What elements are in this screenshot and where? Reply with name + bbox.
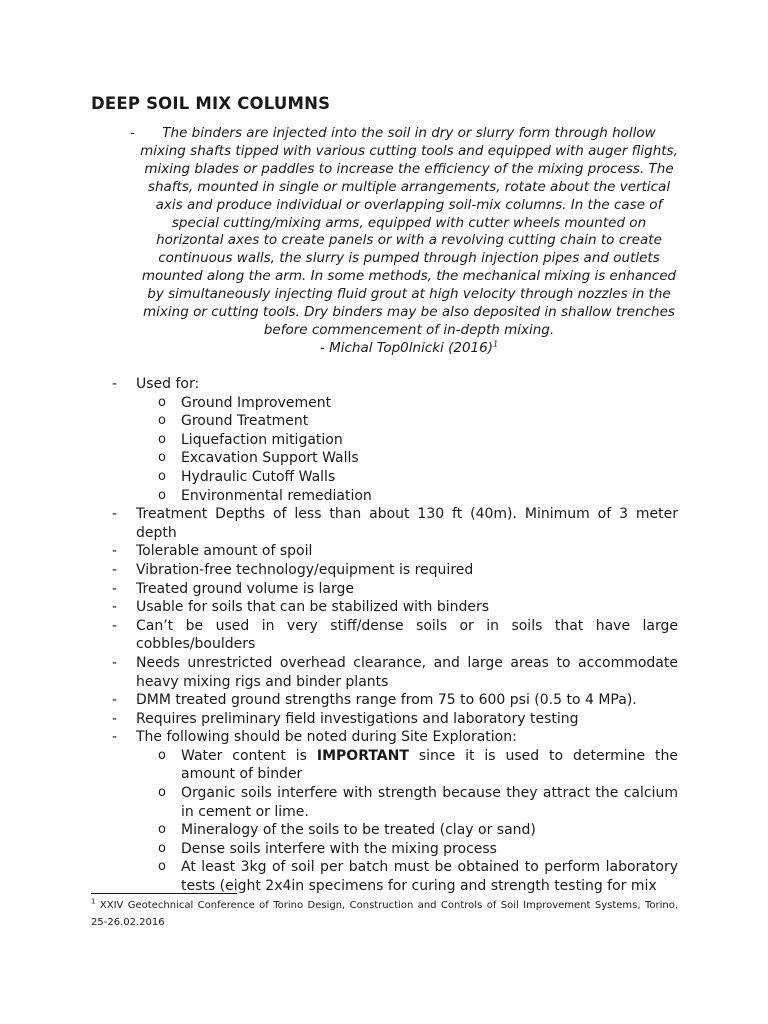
page-title: DEEP SOIL MIX COLUMNS (91, 94, 331, 113)
bullet-marker: o (158, 487, 166, 503)
footnote-text: XXIV Geotechnical Conference of Torino Design, Construction and Controls of Soil Improvement Systems, Torino, 25-26.02.2016 (91, 900, 678, 928)
sublist-text: Excavation Support Walls (181, 450, 359, 467)
list-item (112, 561, 678, 580)
quote-attribution (140, 340, 678, 358)
used-for-label: Used for: (136, 376, 200, 392)
quote-dash: - (130, 125, 135, 141)
sublist-text: Dense soils interfere with the mixing process (181, 840, 497, 857)
bullet-marker: o (158, 468, 166, 484)
sublist-text: Mineralogy of the soils to be treated (clay or sand) (181, 822, 536, 839)
sublist-item (112, 858, 678, 895)
footnote-number: 1 (91, 897, 96, 906)
sublist-item (112, 394, 678, 413)
list-item (112, 691, 678, 710)
sublist-text: Hydraulic Cutoff Walls (181, 468, 336, 485)
list-dash: - (112, 710, 118, 727)
bullet-marker: o (158, 394, 166, 410)
list-dash: - (112, 729, 118, 746)
list-item-text: Needs unrestricted overhead clearance, and large areas to accommodate heavy mixing rigs and binder plants (136, 654, 678, 690)
bullet-marker: o (158, 785, 166, 801)
sublist-item (112, 487, 678, 506)
list-item-text: DMM treated ground strengths range from 75 to 600 psi (0.5 to 4 MPa). (136, 692, 637, 709)
list-dash: - (112, 617, 118, 634)
sublist-item-water-content (112, 747, 678, 784)
sublist-item (112, 784, 678, 821)
list-item-text: Treated ground volume is large (136, 580, 354, 597)
list-item-site-exploration (112, 728, 678, 747)
list-item-text: Usable for soils that can be stabilized with binders (136, 599, 490, 616)
bullet-marker: o (158, 859, 166, 875)
bullet-marker: o (158, 822, 166, 838)
list-dash: - (112, 506, 118, 523)
sublist-text: Environmental remediation (181, 487, 372, 504)
bullet-marker: o (158, 450, 166, 466)
list-item (112, 580, 678, 599)
list-item (112, 617, 678, 654)
sublist-item (112, 840, 678, 859)
quote-text: The binders are injected into the soil in dry or slurry form through hollow mixing shafts tipped with various cutting tools and equipped with auger flights, mixing blades or paddles to increase the efficiency of the mixing process. The shafts, mounted in single or multiple arrangements, rotate about the vertical axis and produce individual or overlapping soil-mix columns. In the case of special cutting/mixing arms, equipped with cutter wheels mounted on horizontal axes to create panels or with a revolving cutting chain to create continuous walls, the slurry is pumped through injection pipes and outlets mounted along the arm. In some methods, the mechanical mixing is enhanced by simultaneously injecting fluid grout at high velocity through nozzles in the mixing or cutting tools. Dry binders may be also deposited in shallow trenches before commencement of in-depth mixing. (140, 125, 678, 338)
list-item (112, 654, 678, 691)
important-emphasis: IMPORTANT (316, 747, 409, 764)
sublist-item (112, 431, 678, 450)
sublist-text: Ground Treatment (181, 413, 309, 430)
sublist-text: Organic soils interfere with strength because they attract the calcium in cement or lime. (181, 785, 678, 820)
list-item (112, 598, 678, 617)
water-text-post: since it is used to determine the amount of binder (181, 747, 678, 783)
list-item (112, 710, 678, 729)
sublist-item (112, 468, 678, 487)
list-dash: - (112, 599, 118, 616)
list-item (112, 505, 678, 542)
list-item-text: Can’t be used in very stiff/dense soils or in soils that have large cobbles/boulders (136, 617, 678, 653)
sublist-item (112, 821, 678, 840)
list-dash: - (112, 692, 118, 709)
bullet-marker: o (158, 840, 166, 856)
list-dash: - (112, 580, 118, 597)
list-dash: - (112, 654, 118, 671)
list-item-text: Requires preliminary field investigations and laboratory testing (136, 710, 579, 727)
exploration-label: The following should be noted during Site Exploration: (136, 729, 517, 746)
list-dash: - (112, 561, 118, 578)
bullet-marker: o (158, 747, 166, 763)
bullet-marker: o (158, 413, 166, 429)
list-item-text: Treatment Depths of less than about 130 ft (40m). Minimum of 3 meter depth (136, 506, 678, 541)
main-list (112, 375, 678, 896)
quote-block (130, 125, 678, 358)
list-dash: - (112, 543, 118, 560)
list-dash: - (112, 376, 118, 392)
list-item-text: Vibration-free technology/equipment is required (136, 561, 474, 578)
sublist-item (112, 449, 678, 468)
list-item (112, 542, 678, 561)
footnote (91, 897, 678, 931)
sublist-text: Ground Improvement (181, 394, 332, 411)
footnote-reference: 1 (493, 339, 499, 349)
water-text-pre: Water content is (181, 747, 317, 764)
sublist-text: Liquefaction mitigation (181, 431, 343, 448)
attribution-text: - Michal Top0lnicki (2016) (319, 339, 493, 356)
sublist-text: At least 3kg of soil per batch must be obtained to perform laboratory tests (eight 2x4in specimens for curing and strength testing for mix (181, 859, 678, 895)
sublist-item (112, 412, 678, 431)
bullet-marker: o (158, 431, 166, 447)
footnote-separator (91, 893, 237, 894)
list-item-used-for (112, 375, 678, 394)
list-item-text: Tolerable amount of spoil (136, 543, 313, 560)
